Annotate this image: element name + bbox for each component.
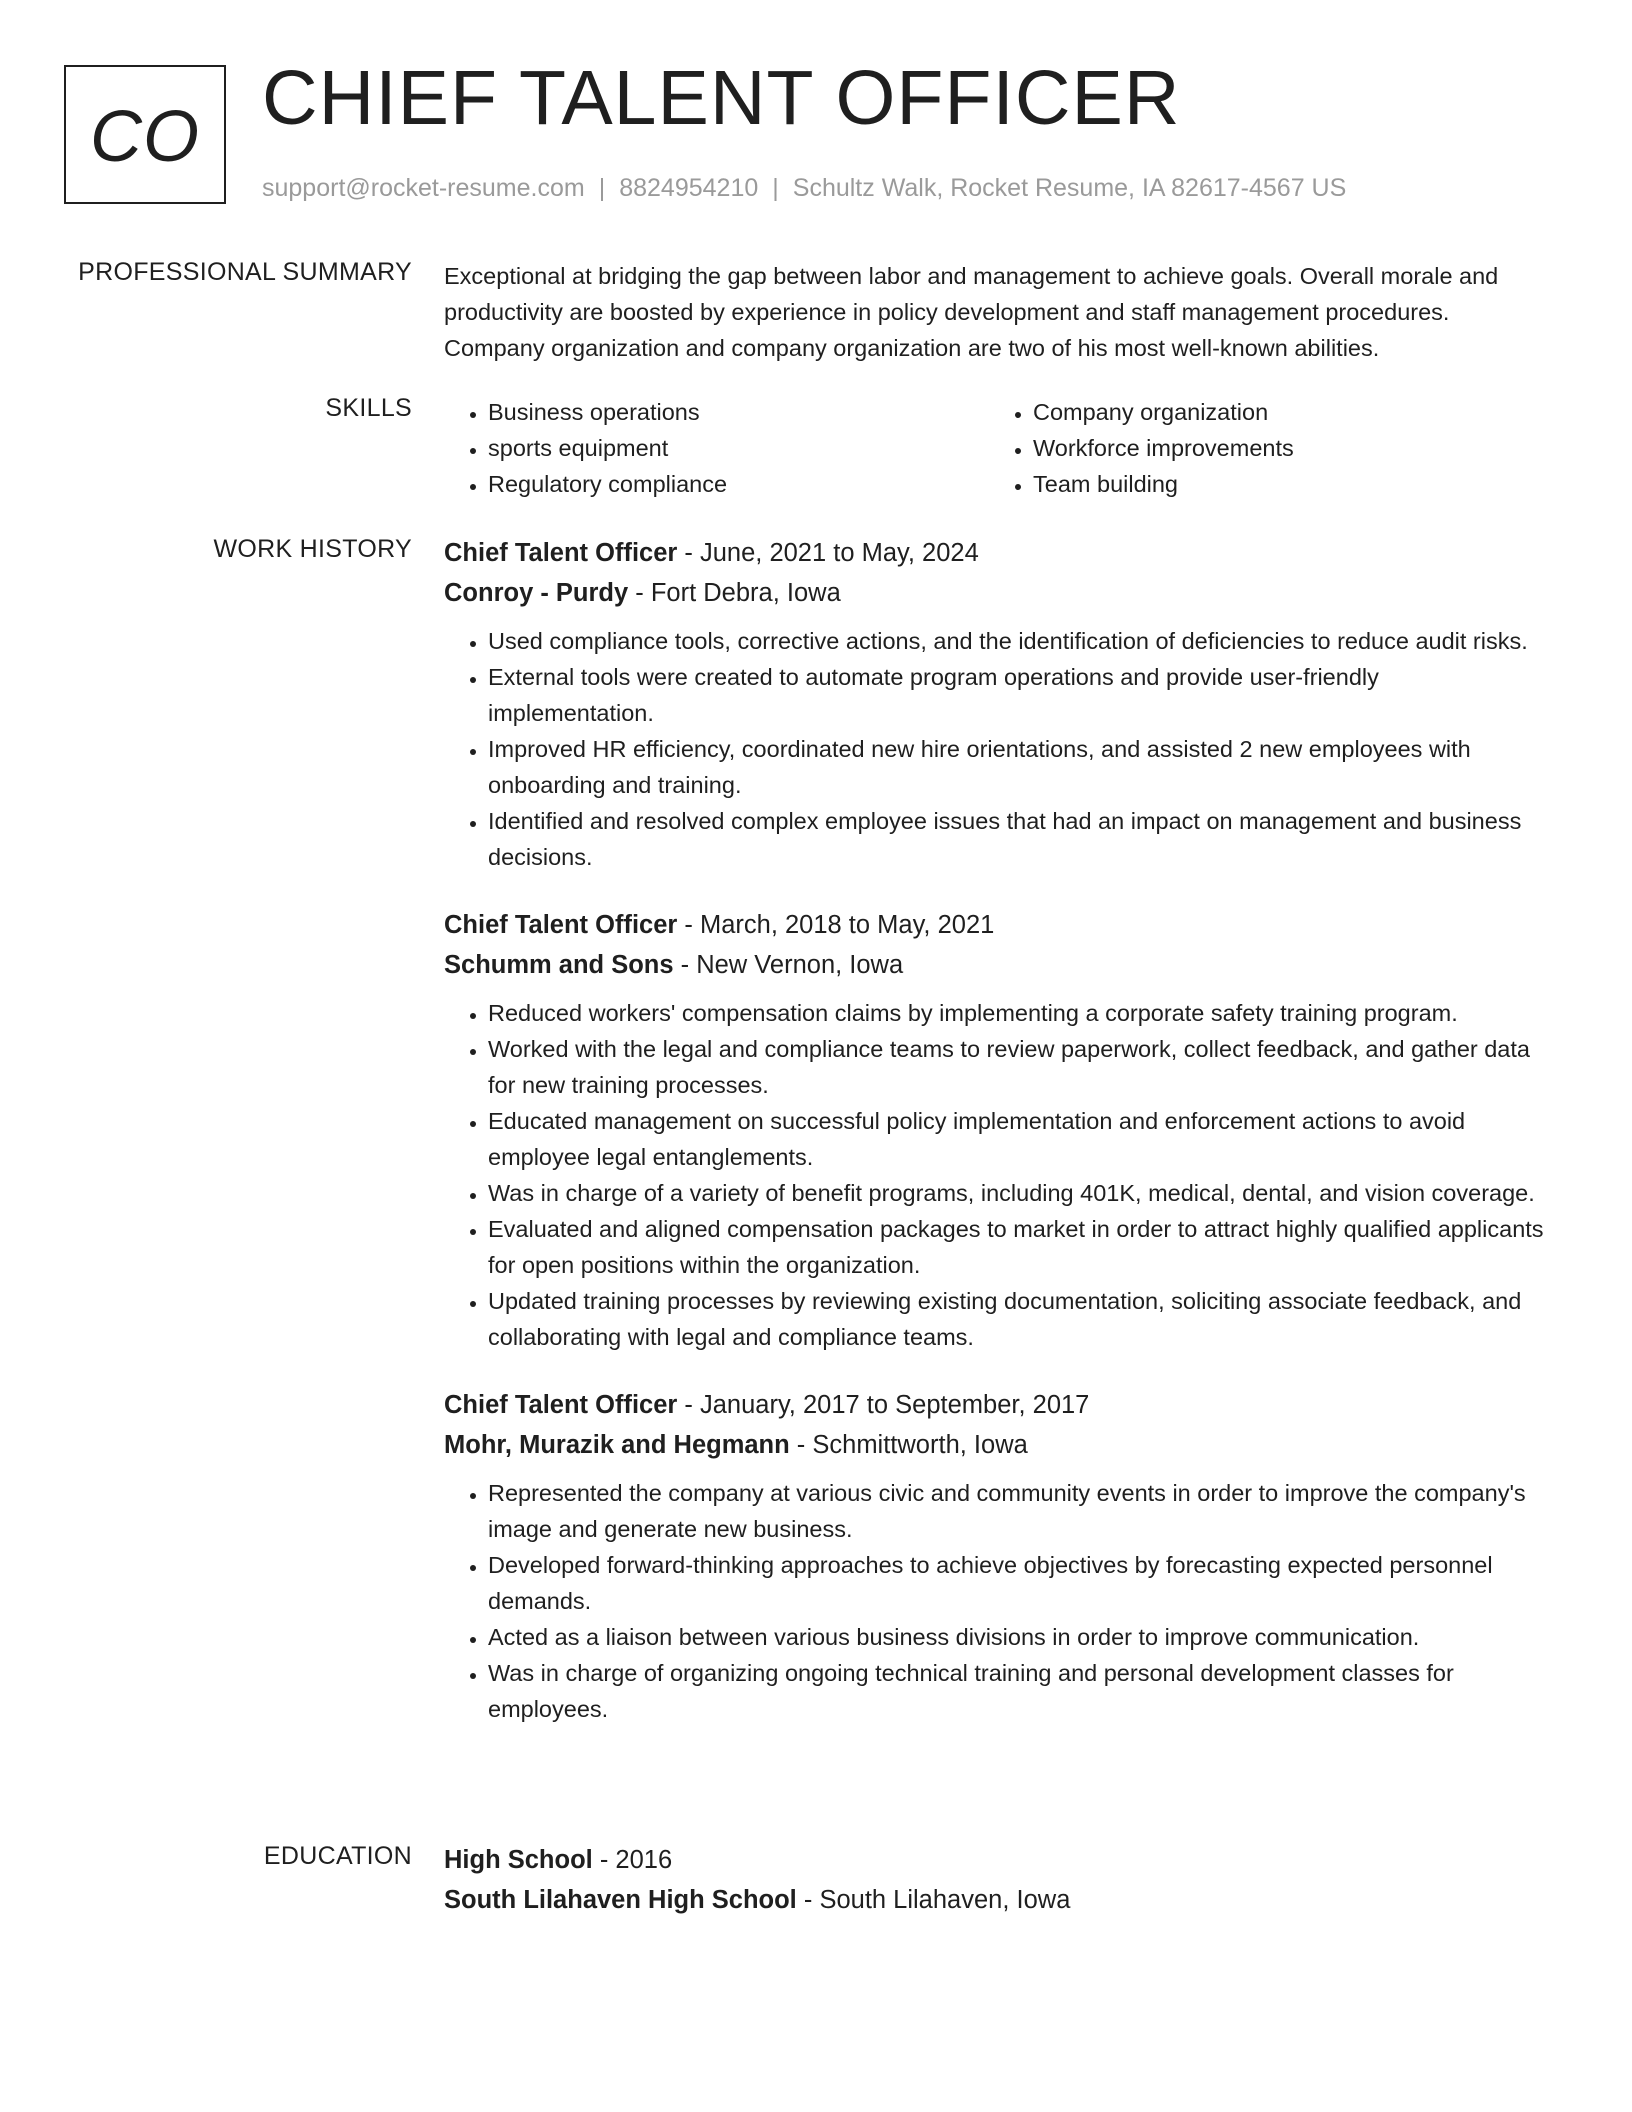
monogram-initials: CO — [90, 96, 200, 177]
job-title: Chief Talent Officer — [444, 911, 678, 939]
skill-item: • Team building — [1033, 466, 1534, 502]
monogram-box — [64, 65, 226, 204]
summary-heading: PROFESSIONAL SUMMARY — [78, 258, 412, 286]
education-degree-line — [444, 1840, 1544, 1880]
job-bullet: • Improved HR efficiency, coordinated new hire orientations, and assisted 2 new employees with onboarding and training. — [488, 731, 1544, 803]
job-bullet: • Was in charge of a variety of benefit programs, including 401K, medical, dental, and vision coverage. — [488, 1175, 1544, 1211]
candidate-name: CHIEF TALENT OFFICER — [262, 55, 1181, 141]
education-degree: High School — [444, 1846, 593, 1874]
education-year: - 2016 — [592, 1846, 673, 1874]
contact-separator: | — [598, 174, 606, 202]
education-location: - South Lilahaven, Iowa — [796, 1886, 1071, 1914]
job-location: - Fort Debra, Iowa — [628, 579, 841, 607]
skill-item: • Workforce improvements — [1033, 430, 1534, 466]
job-bullet: • Used compliance tools, corrective actions, and the identification of deficiencies to reduce audit risks. — [488, 623, 1544, 659]
contact-phone[interactable]: 8824954210 — [619, 174, 759, 202]
skills-columns — [444, 394, 1544, 502]
education-school-line — [444, 1880, 1544, 1920]
job-bullet: • Was in charge of organizing ongoing technical training and personal development classes for employees. — [488, 1655, 1544, 1727]
skills-list-right — [989, 394, 1534, 502]
job-location: - New Vernon, Iowa — [673, 951, 904, 979]
contact-email[interactable]: support@rocket-resume.com — [262, 174, 585, 202]
work-history-content — [444, 533, 1544, 1727]
job-company-line — [444, 1425, 1544, 1465]
education-heading: EDUCATION — [263, 1842, 412, 1870]
job-spacer — [444, 875, 1544, 905]
job-bullet: • Developed forward-thinking approaches to achieve objectives by forecasting expected personnel demands. — [488, 1547, 1544, 1619]
job-location: - Schmittworth, Iowa — [789, 1431, 1028, 1459]
work-history-heading: WORK HISTORY — [213, 535, 412, 563]
job-company-line — [444, 945, 1544, 985]
job-bullet: • Updated training processes by reviewing existing documentation, soliciting associate feedback, and collaborating with legal and compliance teams. — [488, 1283, 1544, 1355]
job-bullet: • Educated management on successful policy implementation and enforcement actions to avoid employee legal entanglements. — [488, 1103, 1544, 1175]
job-company: Mohr, Murazik and Hegmann — [444, 1431, 790, 1459]
job-bullet: • Evaluated and aligned compensation packages to market in order to attract highly qualified applicants for open positions within the organization. — [488, 1211, 1544, 1283]
job-entry — [444, 533, 1544, 875]
job-bullet: • External tools were created to automate program operations and provide user-friendly implementation. — [488, 659, 1544, 731]
job-bullet: • Worked with the legal and compliance teams to review paperwork, collect feedback, and gather data for new training processes. — [488, 1031, 1544, 1103]
job-title-line — [444, 533, 1544, 573]
contact-separator: | — [772, 174, 779, 202]
job-title: Chief Talent Officer — [444, 1391, 678, 1419]
education-school: South Lilahaven High School — [444, 1886, 797, 1914]
job-entry — [444, 1385, 1544, 1727]
summary-text: Exceptional at bridging the gap between labor and management to achieve goals. Overall morale and productivity are boosted by experience in policy development and staff management procedures. Company organization and company organization are two of his most well-known abilities. — [444, 263, 1499, 361]
job-title: Chief Talent Officer — [444, 539, 678, 567]
skill-item: • Company organization — [1033, 394, 1534, 430]
job-bullets — [444, 995, 1544, 1355]
skills-heading: SKILLS — [325, 394, 412, 422]
job-bullets — [444, 1475, 1544, 1727]
job-company: Schumm and Sons — [444, 951, 674, 979]
summary-content — [444, 258, 1544, 366]
skills-list-left — [444, 394, 989, 502]
skill-item: • sports equipment — [488, 430, 989, 466]
job-title-line — [444, 905, 1544, 945]
job-bullet: • Represented the company at various civic and community events in order to improve the company's image and generate new business. — [488, 1475, 1544, 1547]
contact-line — [262, 174, 1346, 203]
skill-item: • Regulatory compliance — [488, 466, 989, 502]
job-dates: - March, 2018 to May, 2021 — [677, 911, 995, 939]
job-bullet: • Identified and resolved complex employee issues that had an impact on management and business decisions. — [488, 803, 1544, 875]
job-company-line — [444, 573, 1544, 613]
job-spacer — [444, 1355, 1544, 1385]
job-title-line — [444, 1385, 1544, 1425]
job-company: Conroy - Purdy — [444, 579, 629, 607]
education-content — [444, 1840, 1544, 1920]
skill-item: • Business operations — [488, 394, 989, 430]
job-dates: - January, 2017 to September, 2017 — [677, 1391, 1090, 1419]
contact-address: Schultz Walk, Rocket Resume, IA 82617-4567 US — [792, 174, 1347, 202]
job-entry — [444, 905, 1544, 1355]
job-bullet: • Acted as a liaison between various business divisions in order to improve communication. — [488, 1619, 1544, 1655]
skills-content — [444, 394, 1544, 502]
job-bullet: • Reduced workers' compensation claims by implementing a corporate safety training program. — [488, 995, 1544, 1031]
job-dates: - June, 2021 to May, 2024 — [677, 539, 979, 567]
job-bullets — [444, 623, 1544, 875]
